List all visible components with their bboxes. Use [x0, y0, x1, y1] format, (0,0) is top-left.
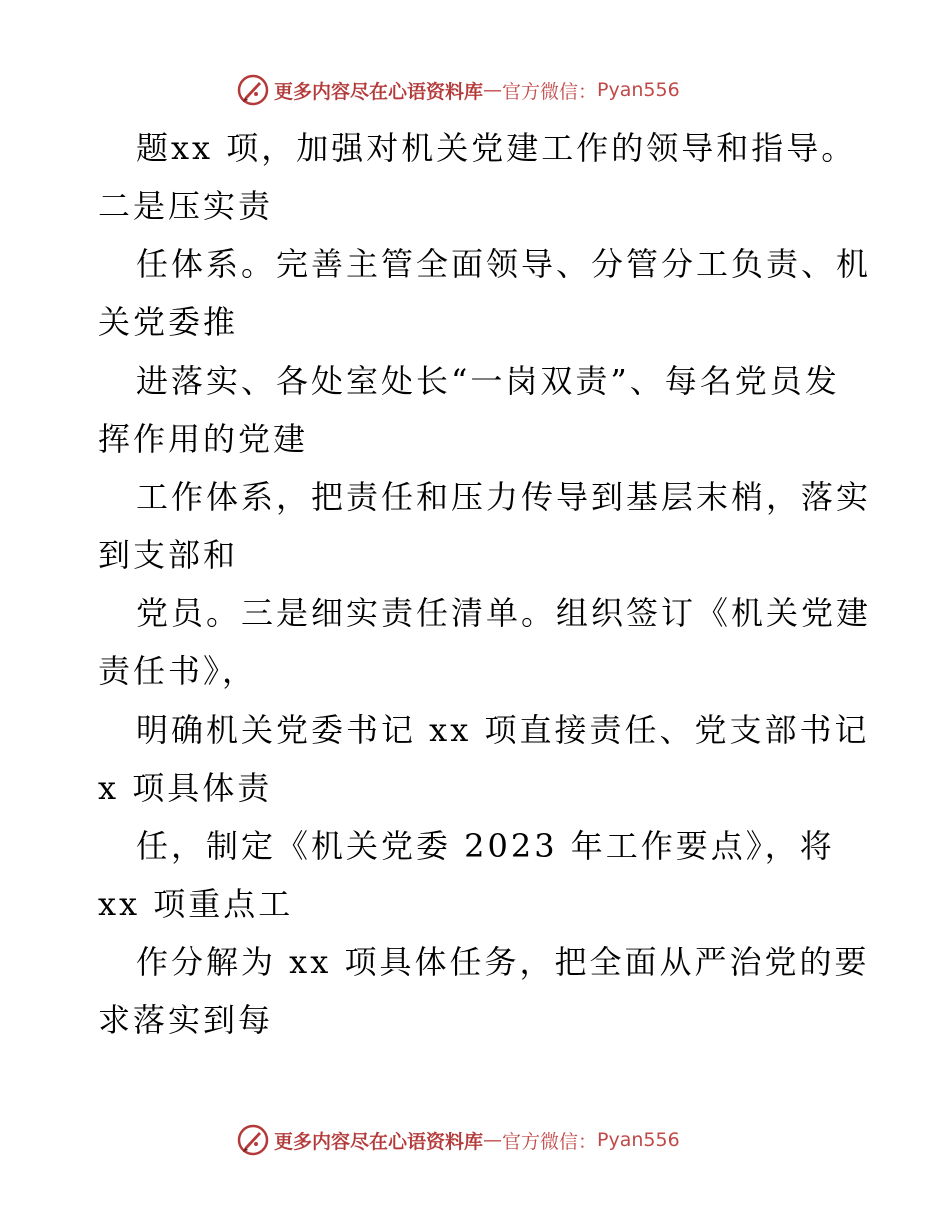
body-line-3: 任体系。完善主管全面领导、分管分工负责、机: [136, 245, 872, 283]
body-line-4: 关党委推: [98, 303, 239, 341]
header-watermark: [236, 72, 680, 108]
watermark-brand-text: 更多内容尽在心语资料库: [274, 1130, 484, 1153]
body-line-13: 任，制定《机关党委 2023 年工作要点》，将: [136, 827, 835, 865]
body-line-12: x 项具体责: [98, 769, 273, 807]
watermark-wechat-label: 官方微信：: [502, 80, 598, 103]
body-line-11: 明确机关党委书记 xx 项直接责任、党支部书记: [136, 711, 870, 749]
watermark-brand-text: 更多内容尽在心语资料库: [274, 80, 484, 103]
body-line-6: 挥作用的党建: [98, 420, 309, 458]
body-line-1: 题xx 项，加强对机关党建工作的领导和指导。: [136, 129, 857, 167]
watermark-wechat-id: Pyan556: [597, 1129, 680, 1151]
body-line-7: 工作体系，把责任和压力传导到基层末梢，落实: [136, 478, 872, 516]
body-line-9: 党员。三是细实责任清单。组织签订《机关党建: [136, 594, 872, 632]
body-line-10: 责任书》，: [98, 652, 258, 690]
body-line-5: 进落实、各处室处长“一岗双责”、每名党员发: [136, 362, 840, 400]
quill-pen-logo-icon: [236, 1123, 270, 1157]
body-line-16: 求落实到每: [98, 1001, 274, 1039]
body-line-8: 到支部和: [98, 536, 239, 574]
quill-pen-logo-icon: [236, 73, 270, 107]
watermark-wechat-id: Pyan556: [597, 79, 680, 101]
body-line-15: 作分解为 xx 项具体任务，把全面从严治党的要: [136, 943, 870, 981]
footer-watermark: [236, 1122, 680, 1158]
watermark-dash: —: [483, 79, 503, 101]
body-line-2: 二是压实责: [98, 187, 274, 225]
watermark-dash: —: [483, 1129, 503, 1151]
watermark-wechat-label: 官方微信：: [502, 1130, 598, 1153]
body-line-14: xx 项重点工: [98, 885, 294, 923]
